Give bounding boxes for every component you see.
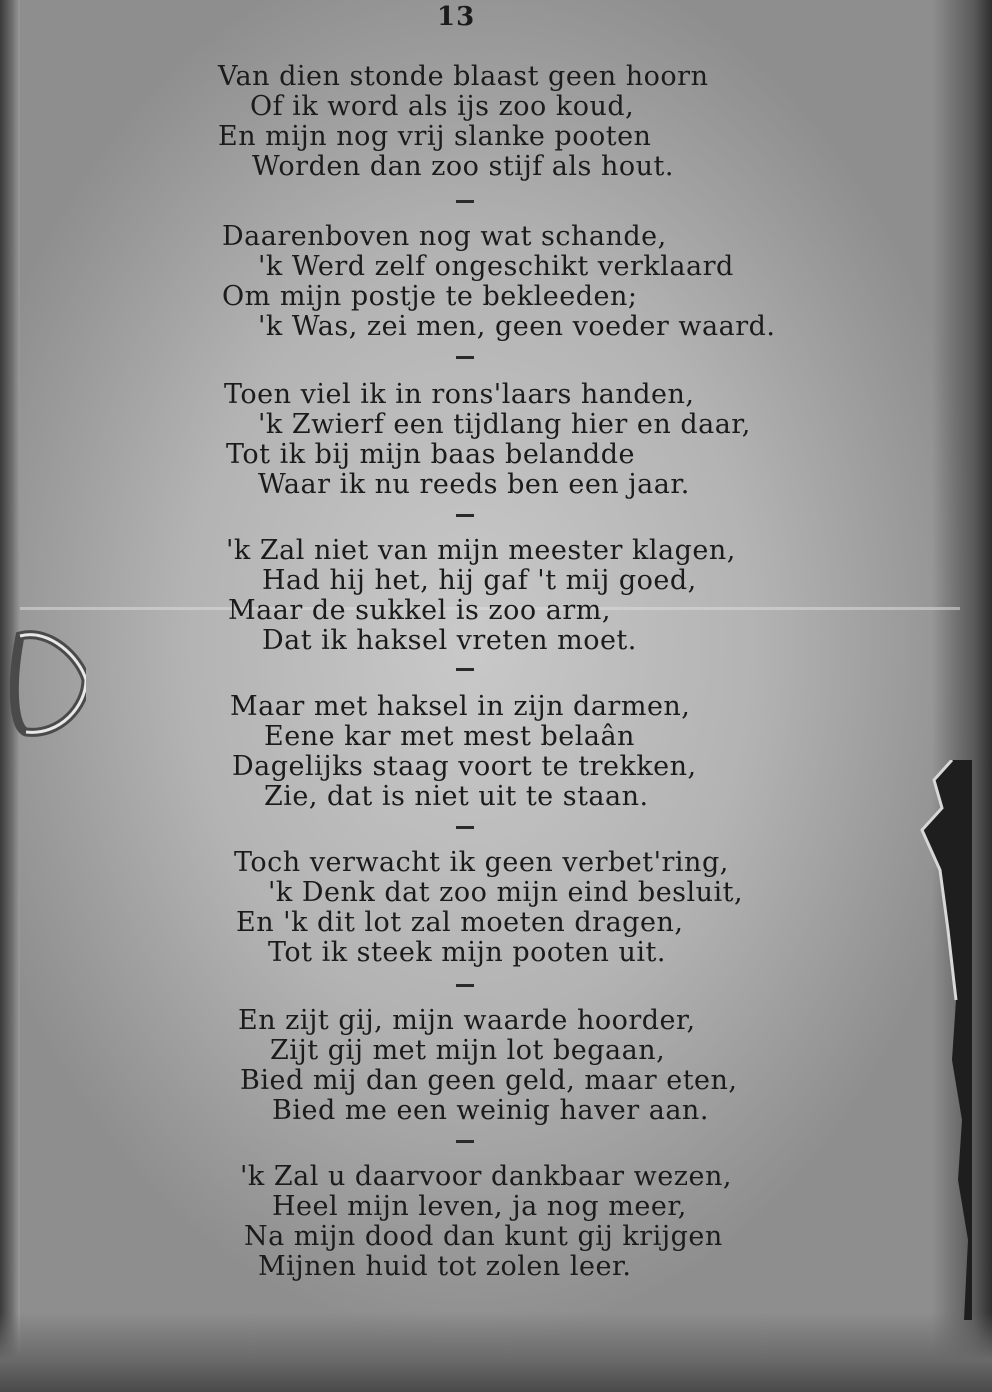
verse-line: Bied mij dan geen geld, maar eten, (240, 1065, 738, 1096)
verse-line: Zijt gij met mijn lot begaan, (270, 1035, 666, 1066)
verse-line: En 'k dit lot zal moeten dragen, (236, 907, 684, 938)
verse-line: Maar de sukkel is zoo arm, (228, 595, 611, 626)
verse-line: Tot ik steek mijn pooten uit. (268, 937, 666, 968)
verse-line: Daarenboven nog wat schande, (222, 221, 667, 252)
stanza-separator (456, 514, 474, 517)
stanza-separator (456, 1140, 474, 1143)
verse-line: Worden dan zoo stijf als hout. (252, 151, 674, 182)
stanza-separator (456, 826, 474, 829)
stanza-separator (456, 984, 474, 987)
verse-line: Om mijn postje te bekleeden; (222, 281, 638, 312)
verse-line: 'k Was, zei men, geen voeder waard. (258, 311, 776, 342)
verse-line: Heel mijn leven, ja nog meer, (272, 1191, 687, 1222)
verse-line: Toch verwacht ik geen verbet'ring, (234, 847, 729, 878)
verse-line: Mijnen huid tot zolen leer. (258, 1251, 632, 1282)
verse-line: Van dien stonde blaast geen hoorn (218, 61, 709, 92)
stanza-separator (456, 200, 474, 203)
verse-line: Na mijn dood dan kunt gij krijgen (244, 1221, 723, 1252)
stanza-separator (456, 356, 474, 359)
verse-line: Zie, dat is niet uit te staan. (264, 781, 649, 812)
bottom-page-edge (0, 1312, 992, 1392)
verse-line: 'k Zal u daarvoor dankbaar wezen, (240, 1161, 732, 1192)
verse-line: 'k Werd zelf ongeschikt verklaard (258, 251, 734, 282)
verse-line: En zijt gij, mijn waarde hoorder, (238, 1005, 696, 1036)
staple-clip-icon (6, 628, 86, 738)
verse-line: Eene kar met mest belaân (264, 721, 635, 752)
verse-line: Bied me een weinig haver aan. (272, 1095, 709, 1126)
verse-line: 'k Denk dat zoo mijn eind besluit, (268, 877, 744, 908)
page-number: 13 (437, 2, 476, 32)
verse-line: 'k Zwierf een tijdlang hier en daar, (258, 409, 751, 440)
verse-line: Of ik word als ijs zoo koud, (250, 91, 635, 122)
verse-line: Maar met haksel in zijn darmen, (230, 691, 691, 722)
verse-line: Dagelijks staag voort te trekken, (232, 751, 697, 782)
verse-line: Waar ik nu reeds ben een jaar. (258, 469, 690, 500)
verse-line: En mijn nog vrij slanke pooten (218, 121, 652, 152)
verse-line: 'k Zal niet van mijn meester klagen, (226, 535, 736, 566)
verse-line: Had hij het, hij gaf 't mij goed, (262, 565, 697, 596)
verse-line: Toen viel ik in rons'laars handen, (224, 379, 695, 410)
stanza-separator (456, 668, 474, 671)
verse-line: Dat ik haksel vreten moet. (262, 625, 637, 656)
verse-line: Tot ik bij mijn baas belandde (226, 439, 635, 470)
torn-paper-edge (912, 760, 972, 1320)
